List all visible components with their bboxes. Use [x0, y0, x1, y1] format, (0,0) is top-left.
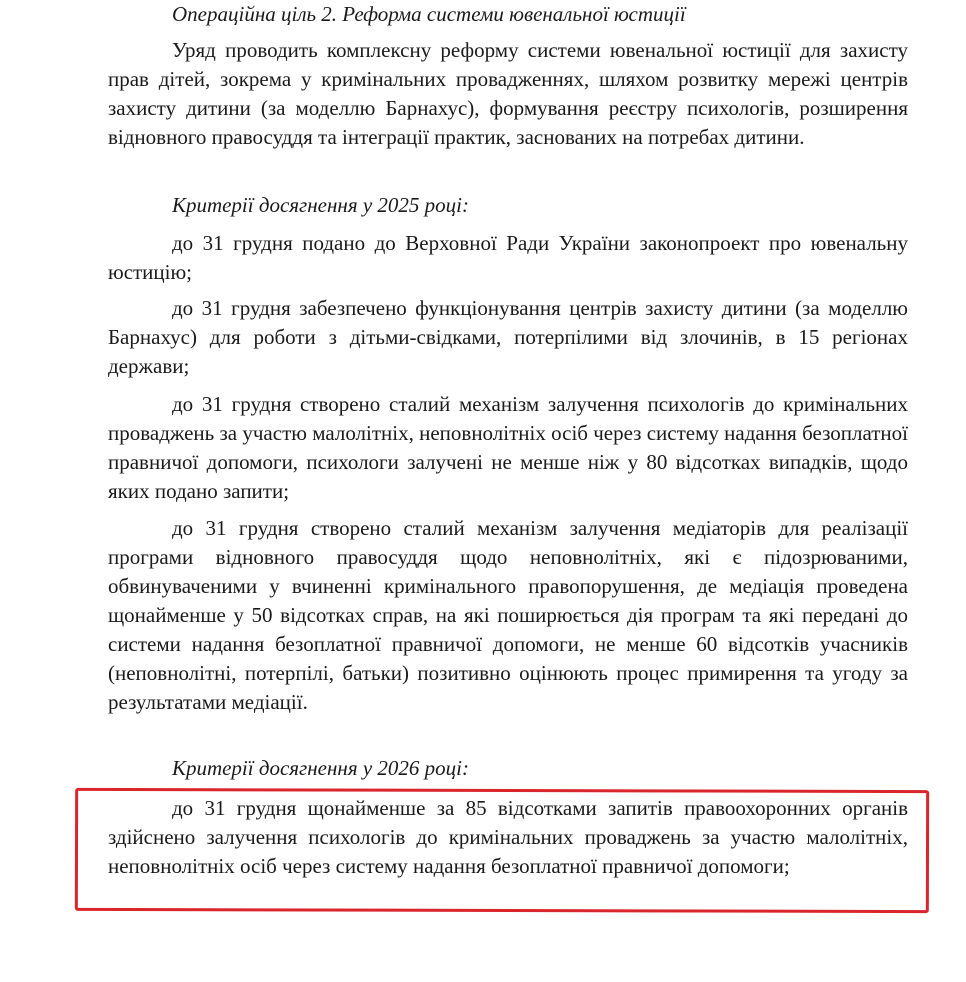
criteria-2025-item: до 31 грудня подано до Верховної Ради України законопроект про ювенальну юстицію; [108, 231, 908, 284]
criteria-2026-item: до 31 грудня щонайменше за 85 відсотками запитів правоохоронних органів здійснено залучення психологів до кримінальних проваджень за участю малолітніх, неповнолітніх осіб через систему надання безоплатної правничої допомоги; [108, 796, 908, 878]
criteria-2025-heading: Критерії досягнення у 2025 році: [172, 193, 469, 217]
criteria-2025-item: до 31 грудня створено сталий механізм залучення психологів до кримінальних проваджень за участю малолітніх, неповнолітніх осіб через систему надання безоплатної правничої допомоги, психологи залучені не менше ніж у 80 відсотках випадків, щодо яких подано запити; [108, 392, 908, 503]
intro-paragraph: Уряд проводить комплексну реформу системи ювенальної юстиції для захисту прав дітей, зокрема у кримінальних провадженнях, шляхом розвитку мережі центрів захисту дитини (за моделлю Барнахус), формування реєстру психологів, розширення відновного правосуддя та інтеграції практик, заснованих на потребах дитини. [108, 38, 908, 149]
criteria-2026-heading: Критерії досягнення у 2026 році: [172, 756, 469, 780]
criteria-2025-item: до 31 грудня створено сталий механізм залучення медіаторів для реалізації програми відновного правосуддя щодо неповнолітніх, які є підозрюваними, обвинуваченими у вчиненні кримінального правопорушення, де медіація проведена щонайменше у 50 відсотках справ, на які поширюється дія програм та які передані до системи надання безоплатної правничої допомоги, не менше 60 відсотків учасників (неповнолітні, потерпілі, батьки) позитивно оцінюють процес примирення та угоду за результатами медіації. [108, 516, 908, 714]
highlight-box [75, 788, 929, 913]
goal-heading: Операційна ціль 2. Реформа системи ювенальної юстиції [172, 2, 686, 26]
criteria-2025-item: до 31 грудня забезпечено функціонування центрів захисту дитини (за моделлю Барнахус) для роботи з дітьми-свідками, потерпілими від злочинів, в 15 регіонах держави; [108, 296, 908, 378]
